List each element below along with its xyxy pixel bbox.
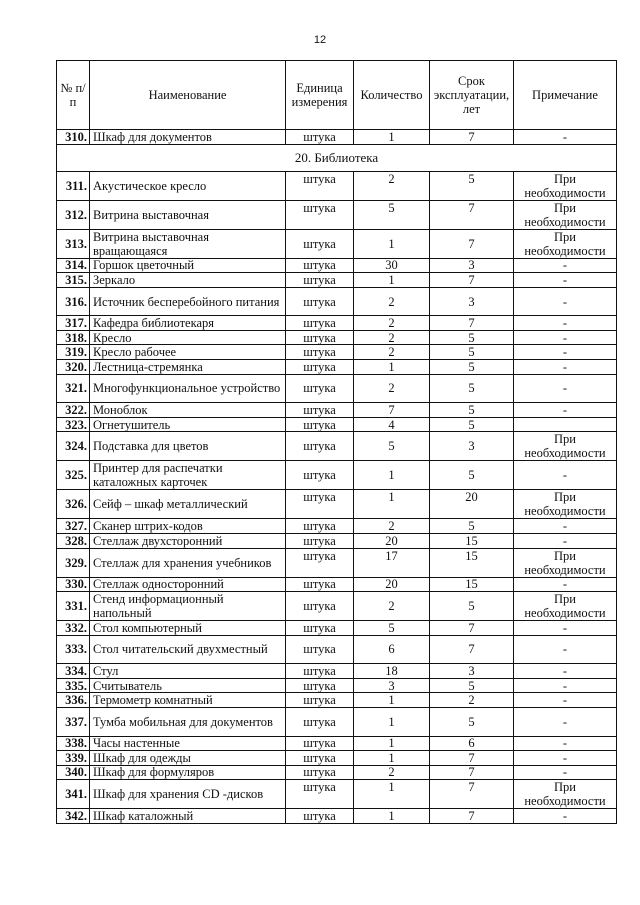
row-life: 7 xyxy=(430,273,514,288)
row-note: - xyxy=(514,809,617,824)
row-num: 325. xyxy=(57,461,90,490)
row-qty: 6 xyxy=(354,635,430,664)
row-unit: штука xyxy=(286,171,354,200)
table-header-row xyxy=(57,61,617,130)
row-unit: штука xyxy=(286,316,354,331)
row-name: Моноблок xyxy=(90,403,286,418)
row-num: 313. xyxy=(57,229,90,258)
row-life: 3 xyxy=(430,258,514,273)
row-life: 5 xyxy=(430,678,514,693)
row-unit: штука xyxy=(286,678,354,693)
table-row xyxy=(57,635,617,664)
row-num: 322. xyxy=(57,403,90,418)
table-row xyxy=(57,345,617,360)
row-qty: 5 xyxy=(354,200,430,229)
row-qty: 1 xyxy=(354,461,430,490)
row-num: 319. xyxy=(57,345,90,360)
table-row xyxy=(57,533,617,548)
row-name: Шкаф каталожный xyxy=(90,809,286,824)
table-row xyxy=(57,765,617,780)
row-note: - xyxy=(514,330,617,345)
table-row xyxy=(57,592,617,621)
row-life: 7 xyxy=(430,200,514,229)
table-row xyxy=(57,519,617,534)
row-qty: 1 xyxy=(354,229,430,258)
row-unit: штука xyxy=(286,751,354,766)
row-note: При необходимости xyxy=(514,548,617,577)
header-unit: Единица измерения xyxy=(286,61,354,130)
row-name: Принтер для распечатки каталожных карточек xyxy=(90,461,286,490)
header-note: Примечание xyxy=(514,61,617,130)
row-life: 3 xyxy=(430,432,514,461)
row-qty: 4 xyxy=(354,417,430,432)
row-life: 3 xyxy=(430,664,514,679)
row-unit: штука xyxy=(286,417,354,432)
row-note: - xyxy=(514,577,617,592)
table-row xyxy=(57,403,617,418)
table-row xyxy=(57,664,617,679)
row-unit: штука xyxy=(286,533,354,548)
table-row xyxy=(57,130,617,145)
row-num: 329. xyxy=(57,548,90,577)
row-name: Термометр комнатный xyxy=(90,693,286,708)
row-name: Стол компьютерный xyxy=(90,621,286,636)
table-row xyxy=(57,751,617,766)
table-row xyxy=(57,461,617,490)
row-name: Зеркало xyxy=(90,273,286,288)
row-life: 5 xyxy=(430,461,514,490)
row-unit: штука xyxy=(286,130,354,145)
row-note: - xyxy=(514,130,617,145)
row-num: 340. xyxy=(57,765,90,780)
row-num: 339. xyxy=(57,751,90,766)
row-num: 323. xyxy=(57,417,90,432)
row-unit: штука xyxy=(286,635,354,664)
row-qty: 2 xyxy=(354,519,430,534)
row-unit: штука xyxy=(286,548,354,577)
row-note: - xyxy=(514,461,617,490)
row-num: 317. xyxy=(57,316,90,331)
row-life: 5 xyxy=(430,345,514,360)
row-life: 5 xyxy=(430,708,514,737)
row-unit: штука xyxy=(286,403,354,418)
row-qty: 17 xyxy=(354,548,430,577)
row-num: 324. xyxy=(57,432,90,461)
row-qty: 30 xyxy=(354,258,430,273)
row-qty: 7 xyxy=(354,403,430,418)
row-name: Сейф – шкаф металлический xyxy=(90,490,286,519)
row-name: Огнетушитель xyxy=(90,417,286,432)
row-qty: 1 xyxy=(354,360,430,375)
row-note: - xyxy=(514,621,617,636)
row-name: Стенд информационный напольный xyxy=(90,592,286,621)
header-name: Наименование xyxy=(90,61,286,130)
row-life: 7 xyxy=(430,809,514,824)
row-note: - xyxy=(514,751,617,766)
table-row xyxy=(57,621,617,636)
row-unit: штука xyxy=(286,765,354,780)
row-num: 318. xyxy=(57,330,90,345)
row-note: - xyxy=(514,403,617,418)
row-life: 15 xyxy=(430,548,514,577)
row-note: - xyxy=(514,316,617,331)
row-unit: штука xyxy=(286,736,354,751)
row-qty: 18 xyxy=(354,664,430,679)
row-num: 334. xyxy=(57,664,90,679)
row-note: - xyxy=(514,533,617,548)
row-unit: штука xyxy=(286,693,354,708)
table-row xyxy=(57,432,617,461)
row-num: 330. xyxy=(57,577,90,592)
row-note: При необходимости xyxy=(514,200,617,229)
row-qty: 5 xyxy=(354,621,430,636)
row-unit: штука xyxy=(286,360,354,375)
row-unit: штука xyxy=(286,664,354,679)
row-note: - xyxy=(514,664,617,679)
row-num: 328. xyxy=(57,533,90,548)
row-life: 7 xyxy=(430,765,514,780)
table-row xyxy=(57,809,617,824)
row-qty: 3 xyxy=(354,678,430,693)
row-life: 2 xyxy=(430,693,514,708)
row-qty: 1 xyxy=(354,708,430,737)
row-name: Акустическое кресло xyxy=(90,171,286,200)
row-life: 3 xyxy=(430,287,514,316)
table-row xyxy=(57,360,617,375)
row-life: 7 xyxy=(430,751,514,766)
row-note: При необходимости xyxy=(514,432,617,461)
row-life: 7 xyxy=(430,621,514,636)
row-num: 321. xyxy=(57,374,90,403)
table-row xyxy=(57,330,617,345)
row-life: 5 xyxy=(430,171,514,200)
row-unit: штука xyxy=(286,345,354,360)
section-row xyxy=(57,144,617,171)
row-unit: штука xyxy=(286,432,354,461)
row-qty: 2 xyxy=(354,330,430,345)
row-qty: 2 xyxy=(354,592,430,621)
row-unit: штука xyxy=(286,374,354,403)
row-note: - xyxy=(514,374,617,403)
row-life: 5 xyxy=(430,360,514,375)
row-name: Часы настенные xyxy=(90,736,286,751)
table-row xyxy=(57,693,617,708)
row-note: При необходимости xyxy=(514,780,617,809)
table-row xyxy=(57,171,617,200)
row-name: Стеллаж для хранения учебников xyxy=(90,548,286,577)
row-note xyxy=(514,417,617,432)
row-num: 333. xyxy=(57,635,90,664)
equipment-table xyxy=(56,60,617,824)
row-name: Витрина выставочная вращающаяся xyxy=(90,229,286,258)
row-note: - xyxy=(514,736,617,751)
table-row xyxy=(57,678,617,693)
row-qty: 20 xyxy=(354,533,430,548)
row-name: Считыватель xyxy=(90,678,286,693)
row-num: 342. xyxy=(57,809,90,824)
row-note: - xyxy=(514,273,617,288)
section-title: 20. Библиотека xyxy=(57,144,617,171)
row-qty: 2 xyxy=(354,287,430,316)
row-unit: штука xyxy=(286,287,354,316)
row-life: 5 xyxy=(430,330,514,345)
row-name: Источник бесперебойного питания xyxy=(90,287,286,316)
row-name: Шкаф для формуляров xyxy=(90,765,286,780)
row-num: 320. xyxy=(57,360,90,375)
row-unit: штука xyxy=(286,708,354,737)
row-name: Кафедра библиотекаря xyxy=(90,316,286,331)
row-name: Шкаф для хранения CD -дисков xyxy=(90,780,286,809)
row-life: 5 xyxy=(430,519,514,534)
table-row xyxy=(57,780,617,809)
row-name: Многофункциональное устройство xyxy=(90,374,286,403)
row-unit: штука xyxy=(286,809,354,824)
row-name: Стул xyxy=(90,664,286,679)
row-qty: 20 xyxy=(354,577,430,592)
row-unit: штука xyxy=(286,229,354,258)
table-row xyxy=(57,258,617,273)
row-note: - xyxy=(514,708,617,737)
row-num: 331. xyxy=(57,592,90,621)
row-name: Витрина выставочная xyxy=(90,200,286,229)
row-life: 15 xyxy=(430,533,514,548)
row-note: - xyxy=(514,635,617,664)
row-num: 316. xyxy=(57,287,90,316)
header-num: № п/п xyxy=(57,61,90,130)
row-name: Кресло xyxy=(90,330,286,345)
table-row xyxy=(57,417,617,432)
row-num: 314. xyxy=(57,258,90,273)
row-name: Подставка для цветов xyxy=(90,432,286,461)
row-name: Кресло рабочее xyxy=(90,345,286,360)
row-life: 6 xyxy=(430,736,514,751)
row-note: - xyxy=(514,345,617,360)
row-qty: 1 xyxy=(354,490,430,519)
row-qty: 5 xyxy=(354,432,430,461)
row-name: Стеллаж двухсторонний xyxy=(90,533,286,548)
row-note: - xyxy=(514,287,617,316)
row-note: - xyxy=(514,693,617,708)
row-life: 7 xyxy=(430,635,514,664)
row-life: 7 xyxy=(430,130,514,145)
row-note: При необходимости xyxy=(514,229,617,258)
row-qty: 2 xyxy=(354,765,430,780)
row-life: 7 xyxy=(430,316,514,331)
table-row xyxy=(57,287,617,316)
header-life: Срок эксплуатации, лет xyxy=(430,61,514,130)
row-qty: 2 xyxy=(354,345,430,360)
table-row xyxy=(57,200,617,229)
table-row xyxy=(57,229,617,258)
row-qty: 1 xyxy=(354,809,430,824)
row-qty: 1 xyxy=(354,273,430,288)
row-name: Тумба мобильная для документов xyxy=(90,708,286,737)
row-num: 315. xyxy=(57,273,90,288)
row-note: - xyxy=(514,360,617,375)
row-note: - xyxy=(514,765,617,780)
row-unit: штука xyxy=(286,577,354,592)
row-note: - xyxy=(514,519,617,534)
row-note: При необходимости xyxy=(514,592,617,621)
row-num: 332. xyxy=(57,621,90,636)
row-num: 311. xyxy=(57,171,90,200)
row-name: Стол читательский двухместный xyxy=(90,635,286,664)
row-note: - xyxy=(514,678,617,693)
row-name: Стеллаж односторонний xyxy=(90,577,286,592)
row-num: 327. xyxy=(57,519,90,534)
row-num: 338. xyxy=(57,736,90,751)
row-num: 341. xyxy=(57,780,90,809)
row-life: 5 xyxy=(430,417,514,432)
table-row xyxy=(57,316,617,331)
row-note: При необходимости xyxy=(514,171,617,200)
table-row xyxy=(57,548,617,577)
row-num: 326. xyxy=(57,490,90,519)
row-num: 335. xyxy=(57,678,90,693)
row-num: 336. xyxy=(57,693,90,708)
row-life: 5 xyxy=(430,374,514,403)
row-num: 312. xyxy=(57,200,90,229)
row-qty: 2 xyxy=(354,374,430,403)
row-qty: 1 xyxy=(354,751,430,766)
table-row xyxy=(57,490,617,519)
row-unit: штука xyxy=(286,490,354,519)
row-qty: 1 xyxy=(354,780,430,809)
row-name: Лестница-стремянка xyxy=(90,360,286,375)
row-name: Шкаф для документов xyxy=(90,130,286,145)
row-unit: штука xyxy=(286,461,354,490)
row-name: Шкаф для одежды xyxy=(90,751,286,766)
row-unit: штука xyxy=(286,200,354,229)
row-qty: 1 xyxy=(354,693,430,708)
row-unit: штука xyxy=(286,621,354,636)
table-row xyxy=(57,736,617,751)
row-unit: штука xyxy=(286,780,354,809)
table-row xyxy=(57,273,617,288)
header-qty: Количество xyxy=(354,61,430,130)
row-life: 7 xyxy=(430,780,514,809)
row-unit: штука xyxy=(286,273,354,288)
row-qty: 1 xyxy=(354,130,430,145)
table-row xyxy=(57,577,617,592)
row-life: 5 xyxy=(430,403,514,418)
row-note: - xyxy=(514,258,617,273)
row-num: 310. xyxy=(57,130,90,145)
row-qty: 2 xyxy=(354,171,430,200)
row-unit: штука xyxy=(286,258,354,273)
row-unit: штука xyxy=(286,330,354,345)
table-row xyxy=(57,374,617,403)
row-unit: штука xyxy=(286,592,354,621)
table-row xyxy=(57,708,617,737)
row-qty: 1 xyxy=(354,736,430,751)
page-number: 12 xyxy=(313,34,327,46)
row-qty: 2 xyxy=(354,316,430,331)
row-life: 15 xyxy=(430,577,514,592)
row-name: Сканер штрих-кодов xyxy=(90,519,286,534)
row-life: 20 xyxy=(430,490,514,519)
row-note: При необходимости xyxy=(514,490,617,519)
row-life: 7 xyxy=(430,229,514,258)
row-num: 337. xyxy=(57,708,90,737)
row-name: Горшок цветочный xyxy=(90,258,286,273)
row-life: 5 xyxy=(430,592,514,621)
row-unit: штука xyxy=(286,519,354,534)
